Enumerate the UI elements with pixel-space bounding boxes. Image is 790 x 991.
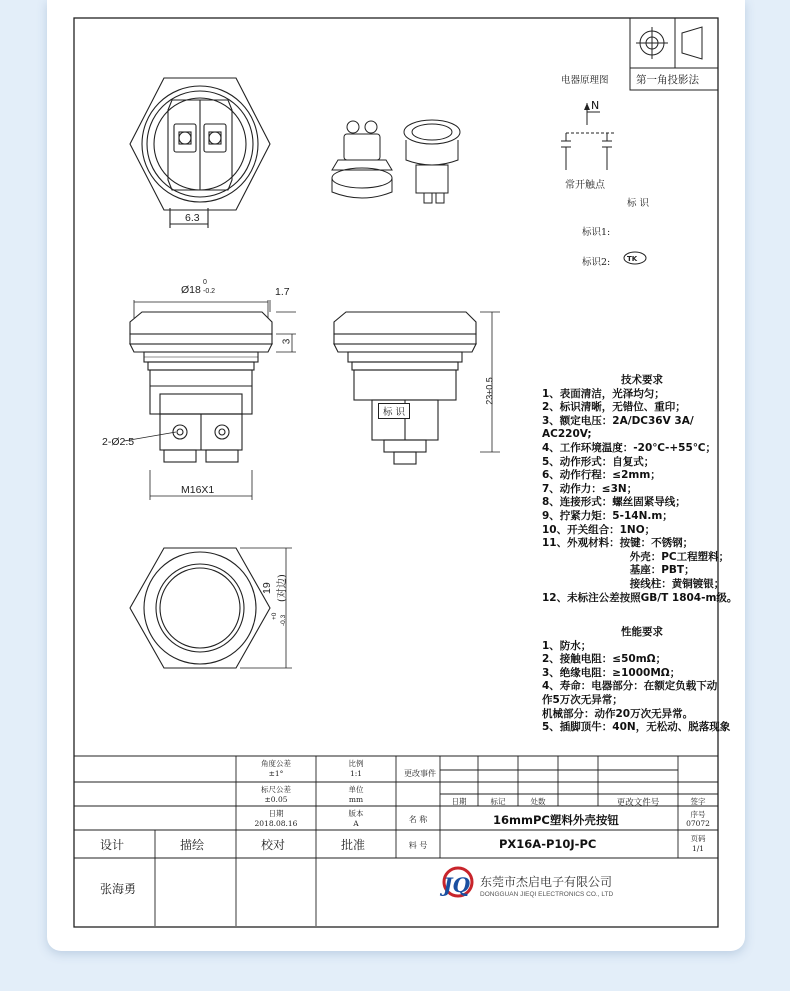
dim-across-flats: 19 <box>261 582 273 594</box>
dim-thread: M16X1 <box>181 484 215 496</box>
angle-tol-value: ±1° <box>268 769 284 778</box>
bottom-view <box>130 548 292 668</box>
page-label: 页码 <box>690 834 706 843</box>
dim-diameter-tol-upper: 0 <box>203 279 207 286</box>
normally-open-contact-icon <box>561 103 614 170</box>
tech-req-line: 4、工作环境温度：-20℃-+55℃； <box>542 441 716 454</box>
col-sign: 签字 <box>690 797 706 806</box>
angle-tol-label: 角度公差 <box>261 759 291 768</box>
seq-label: 序号 <box>690 810 706 819</box>
check-label: 校对 <box>261 838 286 852</box>
product-iso-view <box>332 120 460 203</box>
version-label: 版本 <box>348 809 364 818</box>
marks-title: 标 识 <box>627 198 650 209</box>
performance-title: 性能要求 <box>621 626 663 638</box>
company-name-cn: 东莞市杰启电子有限公司 <box>480 875 613 889</box>
performance-line: 5、插脚顶牛：40N，无松动、脱落现象 <box>542 721 731 734</box>
dim-hex-flat: 6.3 <box>185 212 200 224</box>
tech-requirements <box>542 374 742 605</box>
company-name-en: DONGGUAN JIEQI ELECTRONICS CO., LTD <box>480 891 614 898</box>
date-label: 日期 <box>268 809 284 818</box>
dim-head-height: 3 <box>281 338 293 345</box>
logo-letters: JQ <box>443 873 470 897</box>
approve-label: 批准 <box>341 838 366 852</box>
version-value: A <box>353 819 359 828</box>
material-number: PX16A-P10J-PC <box>499 837 597 851</box>
name-label: 名 称 <box>408 815 428 824</box>
performance-line: 作5万次无异常； <box>542 693 623 706</box>
unit-value: mm <box>348 795 364 804</box>
unit-label: 单位 <box>348 785 364 794</box>
projection-symbol-icon <box>636 27 702 59</box>
top-view-terminals <box>130 78 270 228</box>
tech-req-line: 9、拧紧力矩：5-14N.m； <box>542 509 673 522</box>
performance-line: 2、接触电阻：≤50mΩ； <box>542 653 667 666</box>
contact-letter: N <box>591 99 600 112</box>
designer-name: 张海勇 <box>100 882 137 896</box>
dim-total-height: 23±0.5 <box>484 377 495 405</box>
performance-line: 1、防水； <box>542 639 592 652</box>
tech-req-line: 外壳：PC工程塑料； <box>542 550 730 563</box>
performance-line: 机械部分：动作20万次无异常。 <box>542 707 694 720</box>
product-name: 16mmPC塑料外壳按钮 <box>493 813 619 827</box>
tech-req-line: 2、标识清晰，无错位、重印； <box>542 401 686 414</box>
side-view <box>334 312 500 464</box>
tech-req-line: 3、额定电压：2A/DC36V 3A/ <box>542 414 694 427</box>
svg-text:TK: TK <box>627 255 638 263</box>
projection-label: 第一角投影法 <box>636 74 699 86</box>
tech-req-line: 12、未标注公差按照GB/T 1804-m级。 <box>542 591 738 604</box>
col-mark: 标记 <box>490 797 506 806</box>
seq-value: 07072 <box>686 819 710 828</box>
dim-across-flats-note: (对边) <box>277 574 288 602</box>
dim-hole: 2-Ø2.5 <box>102 436 135 448</box>
size-tol-label: 标尺公差 <box>261 785 291 794</box>
tech-req-line: 1、表面清洁，光泽均匀； <box>542 387 665 400</box>
performance-line: 3、绝缘电阻：≥1000MΩ； <box>542 666 681 679</box>
tech-requirements-title: 技术要求 <box>621 374 663 386</box>
tech-req-line: 10、开关组合：1NO； <box>542 523 656 536</box>
performance-requirements <box>542 626 742 735</box>
certification-mark-icon <box>624 252 646 264</box>
col-date: 日期 <box>451 797 467 806</box>
tech-req-line: 8、连接形式：螺丝固紧导线； <box>542 496 686 509</box>
size-tol-value: ±0.05 <box>264 795 288 804</box>
dim-diameter-tol-lower: -0.2 <box>203 288 216 295</box>
side-mark-label: 标 识 <box>378 403 410 419</box>
page-value: 1/1 <box>691 844 705 853</box>
design-label: 设计 <box>100 838 125 852</box>
scale-value: 1:1 <box>349 769 363 778</box>
scale-label: 比例 <box>348 759 364 768</box>
schematic-label: 电器原理图 <box>561 75 609 86</box>
front-view <box>124 300 296 500</box>
tech-req-line: 5、动作形式：自复式； <box>542 455 655 468</box>
date-value: 2018.08.16 <box>254 819 298 828</box>
company-logo-icon <box>439 868 472 897</box>
tech-req-line: 7、动作力：≤3N； <box>542 482 638 495</box>
n-arrow-icon <box>584 103 590 110</box>
mark1-label: 标识1: <box>582 227 611 238</box>
material-label: 料 号 <box>408 841 428 850</box>
contact-caption: 常开触点 <box>565 180 605 191</box>
col-change-doc: 更改文件号 <box>616 798 660 808</box>
drawing-card <box>47 0 745 951</box>
tech-req-line: 11、外观材料：按键：不锈钢； <box>542 537 694 550</box>
tech-req-line: 6、动作行程：≤2mm； <box>542 469 661 482</box>
draw-label: 描绘 <box>180 838 205 852</box>
tech-req-line: AC220V; <box>542 428 592 441</box>
mark2-label: 标识2: <box>582 257 611 268</box>
col-count: 处数 <box>530 797 546 806</box>
performance-line: 4、寿命：电器部分：在额定负载下动 <box>542 680 718 693</box>
tech-req-line: 接线柱：黄铜镀银； <box>542 577 725 590</box>
tech-req-line: 基座：PBT； <box>542 564 695 577</box>
change-event: 更改事件 <box>404 769 436 778</box>
dim-across-flats-tol-upper: +0 <box>271 612 278 620</box>
dim-diameter: Ø18 <box>181 284 201 296</box>
dim-across-flats-tol-lower: -0.3 <box>280 614 287 626</box>
dim-flange-thick: 1.7 <box>275 286 290 298</box>
